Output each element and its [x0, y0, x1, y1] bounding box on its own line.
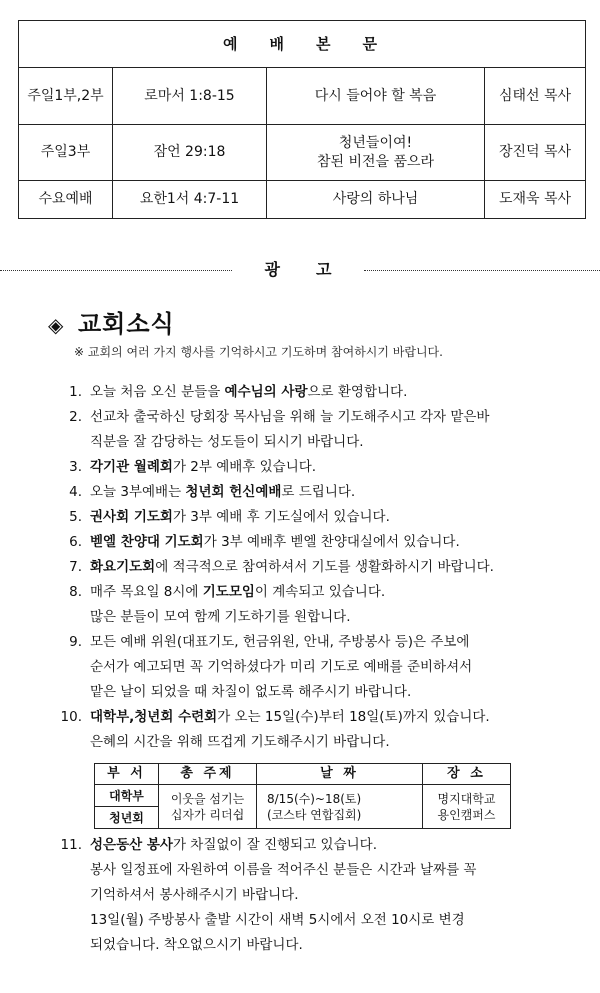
item-text: 기억하셔서 봉사해주시기 바랍니다. — [90, 887, 299, 903]
item-line — [90, 655, 576, 680]
emphasis-text: 대학부,청년회 수련회 — [90, 709, 218, 725]
item-number: 5. — [69, 509, 82, 525]
item-line — [90, 680, 576, 705]
column-header: 총 주제 — [159, 764, 257, 785]
service-name: 수요예배 — [19, 181, 113, 219]
item-line — [90, 730, 576, 755]
item-line — [90, 555, 576, 580]
dotted-divider — [364, 270, 600, 271]
church-news-note: ※ 교회의 여러 가지 행사를 기억하시고 기도하며 참여하시기 바랍니다. — [74, 345, 443, 359]
list-item — [56, 455, 576, 480]
item-line — [90, 430, 576, 455]
item-number: 9. — [69, 634, 82, 650]
item-line — [90, 505, 576, 530]
service-name: 주일1부,2부 — [19, 68, 113, 125]
item-text: 순서가 예고되면 꼭 기억하셨다가 미리 기도로 예배를 준비하셔서 — [90, 659, 473, 675]
item-text: 가 2부 예배후 있습니다. — [172, 459, 317, 475]
item-line — [90, 933, 576, 958]
worship-table — [18, 20, 586, 219]
item-line — [90, 858, 576, 883]
emphasis-text: 권사회 기도회 — [90, 509, 173, 525]
emphasis-text: 벧엘 찬양대 기도회 — [90, 534, 204, 550]
item-text: 가 3부 예배 후 기도실에서 있습니다. — [172, 509, 390, 525]
item-line — [90, 455, 576, 480]
sermon-title: 청년들이여! 참된 비전을 품으라 — [267, 125, 485, 181]
emphasis-text: 청년회 헌신예배 — [185, 484, 282, 500]
item-line — [90, 380, 576, 405]
preacher: 장진덕 목사 — [485, 125, 586, 181]
diamond-icon: ◈ — [48, 313, 65, 337]
emphasis-text: 예수님의 사랑 — [224, 384, 308, 400]
list-item — [56, 380, 576, 405]
column-header: 날 짜 — [257, 764, 423, 785]
item-line — [90, 630, 576, 655]
item-line — [90, 580, 576, 605]
scripture: 로마서 1:8-15 — [113, 68, 267, 125]
item-text: 13일(월) 주방봉사 출발 시간이 새벽 5시에서 오전 10시로 변경 — [90, 912, 465, 928]
list-item — [56, 480, 576, 505]
item-text: 가 차질없이 잘 진행되고 있습니다. — [172, 837, 377, 853]
list-item — [56, 630, 576, 705]
item-text: 봉사 일정표에 자원하여 이름을 적어주신 분들은 시간과 날짜를 꼭 — [90, 862, 477, 878]
item-text: 로 드립니다. — [281, 484, 356, 500]
item-number: 4. — [69, 484, 82, 500]
item-text: 이 계속되고 있습니다. — [254, 584, 386, 600]
item-number: 1. — [69, 384, 82, 400]
item-line — [90, 530, 576, 555]
announcement-header — [0, 258, 600, 282]
department: 청년회 — [95, 807, 159, 829]
retreat-table — [94, 763, 511, 829]
list-item — [56, 530, 576, 555]
table-row — [19, 181, 586, 219]
column-header: 부 서 — [95, 764, 159, 785]
item-text: 가 오는 15일(수)부터 18일(토)까지 있습니다. — [217, 709, 490, 725]
item-number: 8. — [69, 584, 82, 600]
item-text: 오늘 처음 오신 분들을 — [90, 384, 225, 400]
retreat-theme: 이웃을 섬기는 십자가 리더쉽 — [159, 785, 257, 829]
item-line — [90, 480, 576, 505]
item-line — [90, 605, 576, 630]
table-row — [95, 785, 511, 807]
item-number: 7. — [69, 559, 82, 575]
sermon-title: 다시 들어야 할 복음 — [267, 68, 485, 125]
emphasis-text: 화요기도회 — [90, 559, 156, 575]
list-item — [56, 705, 576, 755]
retreat-date: 8/15(수)~18(토) (코스타 연합집회) — [257, 785, 423, 829]
table-row — [19, 125, 586, 181]
item-number: 3. — [69, 459, 82, 475]
announcement-title: 광 고 — [264, 260, 332, 279]
item-text: 매주 목요일 8시에 — [90, 584, 203, 600]
column-header: 장 소 — [423, 764, 511, 785]
retreat-place: 명지대학교 용인캠퍼스 — [423, 785, 511, 829]
list-item — [56, 505, 576, 530]
item-text: 선교차 출국하신 당회장 목사님을 위해 늘 기도해주시고 각자 맡은바 — [90, 409, 490, 425]
item-text: 되었습니다. 착오없으시기 바랍니다. — [90, 937, 303, 953]
emphasis-text: 각기관 월례회 — [90, 459, 173, 475]
service-name: 주일3부 — [19, 125, 113, 181]
scripture: 요한1서 4:7-11 — [113, 181, 267, 219]
item-line — [90, 833, 576, 858]
list-item — [56, 555, 576, 580]
news-list — [56, 380, 576, 755]
list-item — [56, 580, 576, 630]
item-number: 6. — [69, 534, 82, 550]
worship-table-title: 예 배 본 문 — [19, 21, 586, 68]
table-row — [19, 68, 586, 125]
item-line — [90, 908, 576, 933]
emphasis-text: 성은동산 봉사 — [90, 837, 173, 853]
item-number: 10. — [60, 709, 82, 725]
dotted-divider — [0, 270, 232, 271]
news-list-continued — [56, 833, 576, 958]
item-text: 에 적극적으로 참여하셔서 기도를 생활화하시기 바랍니다. — [155, 559, 494, 575]
item-line — [90, 705, 576, 730]
preacher: 심태선 목사 — [485, 68, 586, 125]
sermon-title: 사랑의 하나님 — [267, 181, 485, 219]
item-text: 은혜의 시간을 위해 뜨겁게 기도해주시기 바랍니다. — [90, 734, 390, 750]
department: 대학부 — [95, 785, 159, 807]
item-text: 맡은 날이 되었을 때 차질이 없도록 해주시기 바랍니다. — [90, 684, 412, 700]
item-text: 직분을 잘 감당하는 성도들이 되시기 바랍니다. — [90, 434, 364, 450]
church-news-heading: ◈ 교회소식 — [48, 308, 175, 341]
item-text: 으로 환영합니다. — [307, 384, 408, 400]
item-text: 모든 예배 위원(대표기도, 헌금위원, 안내, 주방봉사 등)은 주보에 — [90, 634, 470, 650]
item-text: 가 3부 예배후 벧엘 찬양대실에서 있습니다. — [203, 534, 460, 550]
item-number: 2. — [69, 409, 82, 425]
emphasis-text: 기도모임 — [202, 584, 255, 600]
item-text: 많은 분들이 모여 함께 기도하기를 원합니다. — [90, 609, 351, 625]
scripture: 잠언 29:18 — [113, 125, 267, 181]
preacher: 도재욱 목사 — [485, 181, 586, 219]
item-number: 11. — [60, 837, 82, 853]
list-item — [56, 833, 576, 958]
item-text: 오늘 3부예배는 — [90, 484, 186, 500]
list-item — [56, 405, 576, 455]
item-line — [90, 405, 576, 430]
item-line — [90, 883, 576, 908]
